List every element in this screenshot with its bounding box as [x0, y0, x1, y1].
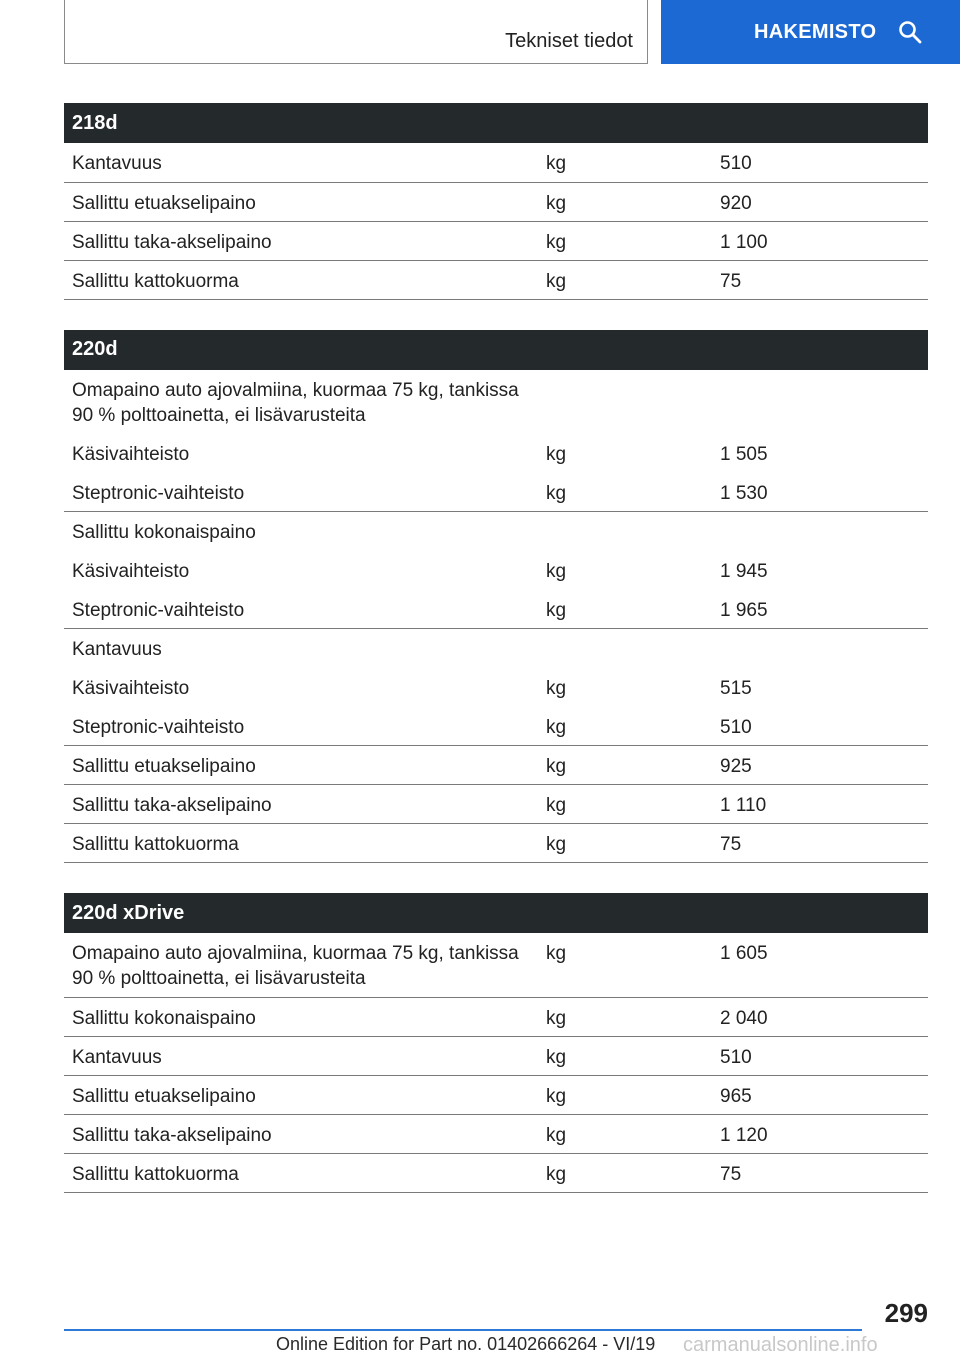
- row-value: 510: [712, 707, 928, 746]
- section-tab[interactable]: [64, 0, 648, 64]
- table-row: [64, 707, 928, 746]
- table-title: 220d: [64, 330, 928, 370]
- row-value: 515: [720, 677, 752, 699]
- row-unit: kg: [538, 1153, 712, 1192]
- table-row: [64, 629, 928, 668]
- row-unit: kg: [538, 182, 712, 221]
- table-title: 218d: [64, 103, 928, 143]
- table-row: [64, 668, 928, 707]
- row-label: Sallittu kattokuorma: [64, 824, 538, 863]
- row-value: 510: [712, 143, 928, 182]
- row-label: Omapaino auto ajovalmiina, kuormaa 75 kg, tankissa 90 % polttoainetta, ei lisävarusteita: [72, 379, 519, 426]
- row-unit: kg: [538, 143, 712, 182]
- row-unit: [538, 629, 712, 668]
- row-label: Sallittu etuakselipaino: [64, 182, 538, 221]
- page-number: 299: [884, 1298, 928, 1328]
- row-value: 1 965: [712, 590, 928, 629]
- table-row: [64, 182, 928, 221]
- row-unit: [538, 370, 712, 434]
- spec-table: [64, 893, 928, 1193]
- row-value: 1 110: [712, 785, 928, 824]
- row-value: 1 530: [712, 473, 928, 512]
- row-unit: kg: [538, 746, 712, 785]
- row-label: Sallittu kattokuorma: [64, 1153, 538, 1192]
- row-value: 965: [712, 1075, 928, 1114]
- row-unit: kg: [538, 824, 712, 863]
- table-row: [64, 1114, 928, 1153]
- table-row: [64, 1075, 928, 1114]
- row-label: Sallittu taka-akselipaino: [64, 221, 538, 260]
- row-unit: [538, 512, 712, 551]
- row-unit: kg: [538, 1114, 712, 1153]
- section-title: Tekniset tiedot: [505, 30, 633, 52]
- row-label: Sallittu etuakselipaino: [64, 1075, 538, 1114]
- row-value: 1 945: [720, 560, 768, 582]
- row-value: [712, 512, 928, 551]
- table-gap: [64, 300, 928, 330]
- row-unit: kg: [538, 1075, 712, 1114]
- row-label: Kantavuus: [64, 1036, 538, 1075]
- row-unit: kg: [538, 933, 712, 997]
- index-button[interactable]: [661, 0, 960, 64]
- table-row: [64, 1153, 928, 1192]
- row-value: 510: [712, 1036, 928, 1075]
- row-label: Kantavuus: [64, 143, 538, 182]
- table-row: [64, 933, 928, 997]
- table-row: [64, 824, 928, 863]
- row-unit: kg: [546, 443, 567, 465]
- row-value: [712, 629, 928, 668]
- row-unit: kg: [538, 785, 712, 824]
- table-title: 220d xDrive: [64, 893, 928, 933]
- row-unit: kg: [538, 590, 712, 629]
- table-row: [64, 143, 928, 182]
- row-value: 1 100: [712, 221, 928, 260]
- watermark: carmanualsonline.info: [683, 1334, 878, 1356]
- table-row: [64, 590, 928, 629]
- table-row: [64, 551, 928, 590]
- row-unit: kg: [538, 1036, 712, 1075]
- row-label: Steptronic-vaihteisto: [64, 473, 538, 512]
- row-unit: kg: [538, 221, 712, 260]
- row-unit: kg: [538, 997, 712, 1036]
- row-value: [712, 370, 928, 434]
- row-unit: kg: [538, 473, 712, 512]
- row-value: 75: [712, 1153, 928, 1192]
- index-label: HAKEMISTO: [754, 20, 877, 43]
- row-value: 75: [712, 260, 928, 299]
- edition-text: Online Edition for Part no. 01402666264 - VI/19: [276, 1334, 656, 1354]
- table-row: [64, 746, 928, 785]
- row-label: Steptronic-vaihteisto: [64, 590, 538, 629]
- row-value: 1 120: [712, 1114, 928, 1153]
- row-value: 1 505: [720, 443, 768, 465]
- row-value: 925: [712, 746, 928, 785]
- table-gap: [64, 863, 928, 893]
- row-label: Käsivaihteisto: [72, 677, 190, 699]
- row-label: Sallittu etuakselipaino: [64, 746, 538, 785]
- row-label: Sallittu kokonaispaino: [72, 522, 256, 543]
- spec-table: [64, 330, 928, 864]
- row-label: Sallittu taka-akselipaino: [64, 1114, 538, 1153]
- table-row: [64, 260, 928, 299]
- row-label: Sallittu kattokuorma: [64, 260, 538, 299]
- row-unit: kg: [538, 707, 712, 746]
- table-row: [64, 785, 928, 824]
- row-label: Sallittu taka-akselipaino: [64, 785, 538, 824]
- row-label: Käsivaihteisto: [72, 443, 190, 465]
- table-row: [64, 221, 928, 260]
- search-icon: [898, 20, 922, 44]
- row-label: Käsivaihteisto: [72, 560, 190, 582]
- table-row: [64, 997, 928, 1036]
- table-row: [64, 370, 928, 434]
- row-unit: kg: [546, 560, 567, 582]
- row-unit: kg: [538, 260, 712, 299]
- spec-tables: [64, 103, 928, 1193]
- table-row: [64, 1036, 928, 1075]
- row-value: 2 040: [712, 997, 928, 1036]
- row-label: Sallittu kokonaispaino: [64, 997, 538, 1036]
- row-label: Kantavuus: [72, 639, 162, 660]
- row-unit: kg: [546, 677, 567, 699]
- row-value: 75: [712, 824, 928, 863]
- table-row: [64, 473, 928, 512]
- row-value: 1 605: [712, 933, 928, 997]
- row-label: Omapaino auto ajovalmiina, kuormaa 75 kg, tankissa 90 % polttoainetta, ei lisävarusteita: [64, 933, 538, 997]
- row-label: Steptronic-vaihteisto: [64, 707, 538, 746]
- row-value: 920: [712, 182, 928, 221]
- spec-table: [64, 103, 928, 300]
- table-row: [64, 434, 928, 473]
- table-row: [64, 512, 928, 551]
- footer-divider: [64, 1329, 862, 1331]
